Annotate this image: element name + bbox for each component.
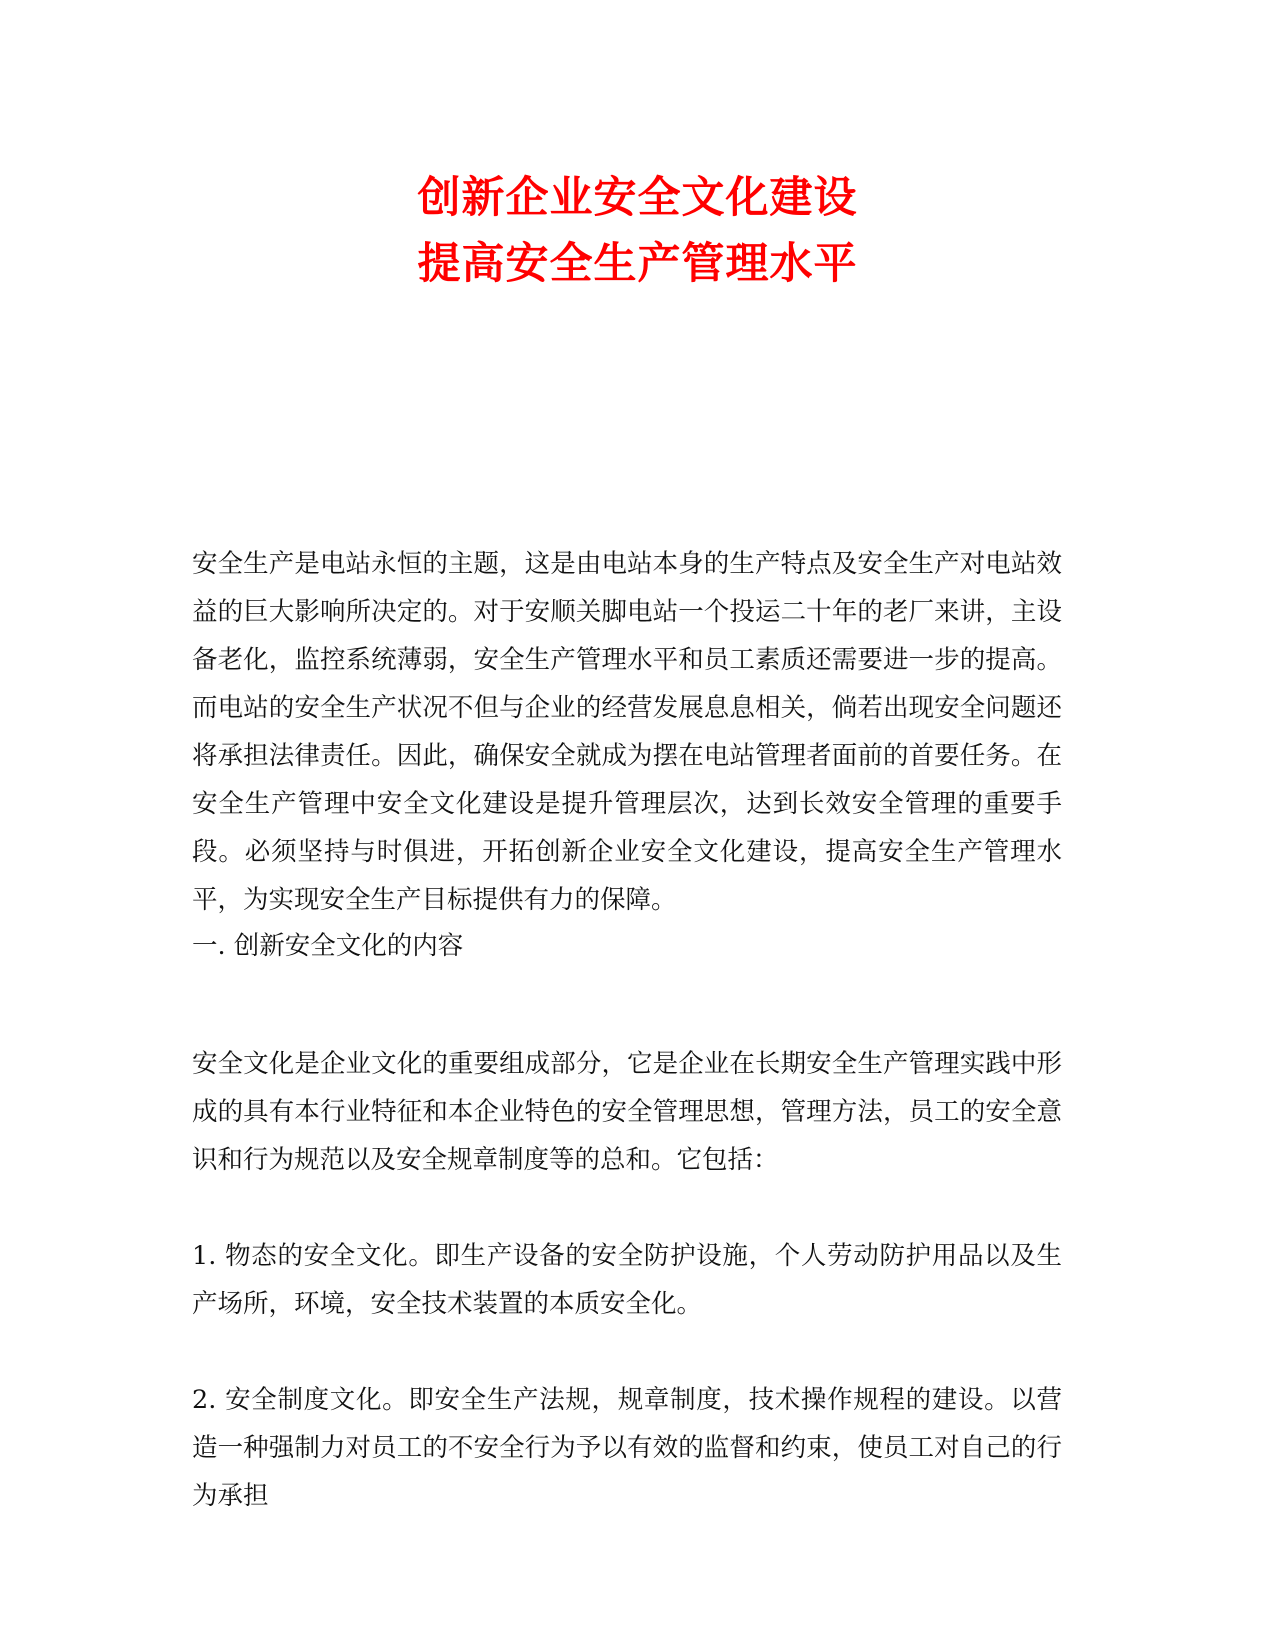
document-title-line2: 提高安全生产管理水平 [417,239,858,289]
list-item-institutional-culture: 2. 安全制度文化。即安全生产法规，规章制度，技术操作规程的建设。以营造一种强制力对员工的不安全行为予以有效的监督和约束，使员工对自己的行为承担 [192,1385,1062,1511]
document-title-line1: 创新企业安全文化建设 [417,173,858,223]
paragraph-introduction: 安全生产是电站永恒的主题，这是由电站本身的生产特点及安全生产对电站效益的巨大影响所决定的。对于安顺关脚电站一个投运二十年的老厂来讲，主设备老化，监控系统薄弱，安全生产管理水平和员工素质还需要进一步的提高。而电站的安全生产状况不但与企业的经营发展息息相关，倘若出现安全问题还将承担法律责任。因此，确保安全就成为摆在电站管理者面前的首要任务。在安全生产管理中安全文化建设是提升管理层次，达到长效安全管理的重要手段。必须坚持与时俱进，开拓创新企业安全文化建设，提高安全生产管理水平，为实现安全生产目标提供有力的保障。 [192,549,1062,915]
paragraph-definition: 安全文化是企业文化的重要组成部分，它是企业在长期安全生产管理实践中形成的具有本行业特征和本企业特色的安全管理思想，管理方法，员工的安全意识和行为规范以及安全规章制度等的总和。它包括： [192,1049,1062,1175]
section-heading: 一. 创新安全文化的内容 [192,931,464,961]
list-item-material-culture: 1. 物态的安全文化。即生产设备的安全防护设施，个人劳动防护用品以及生产场所，环境，安全技术装置的本质安全化。 [192,1241,1062,1319]
